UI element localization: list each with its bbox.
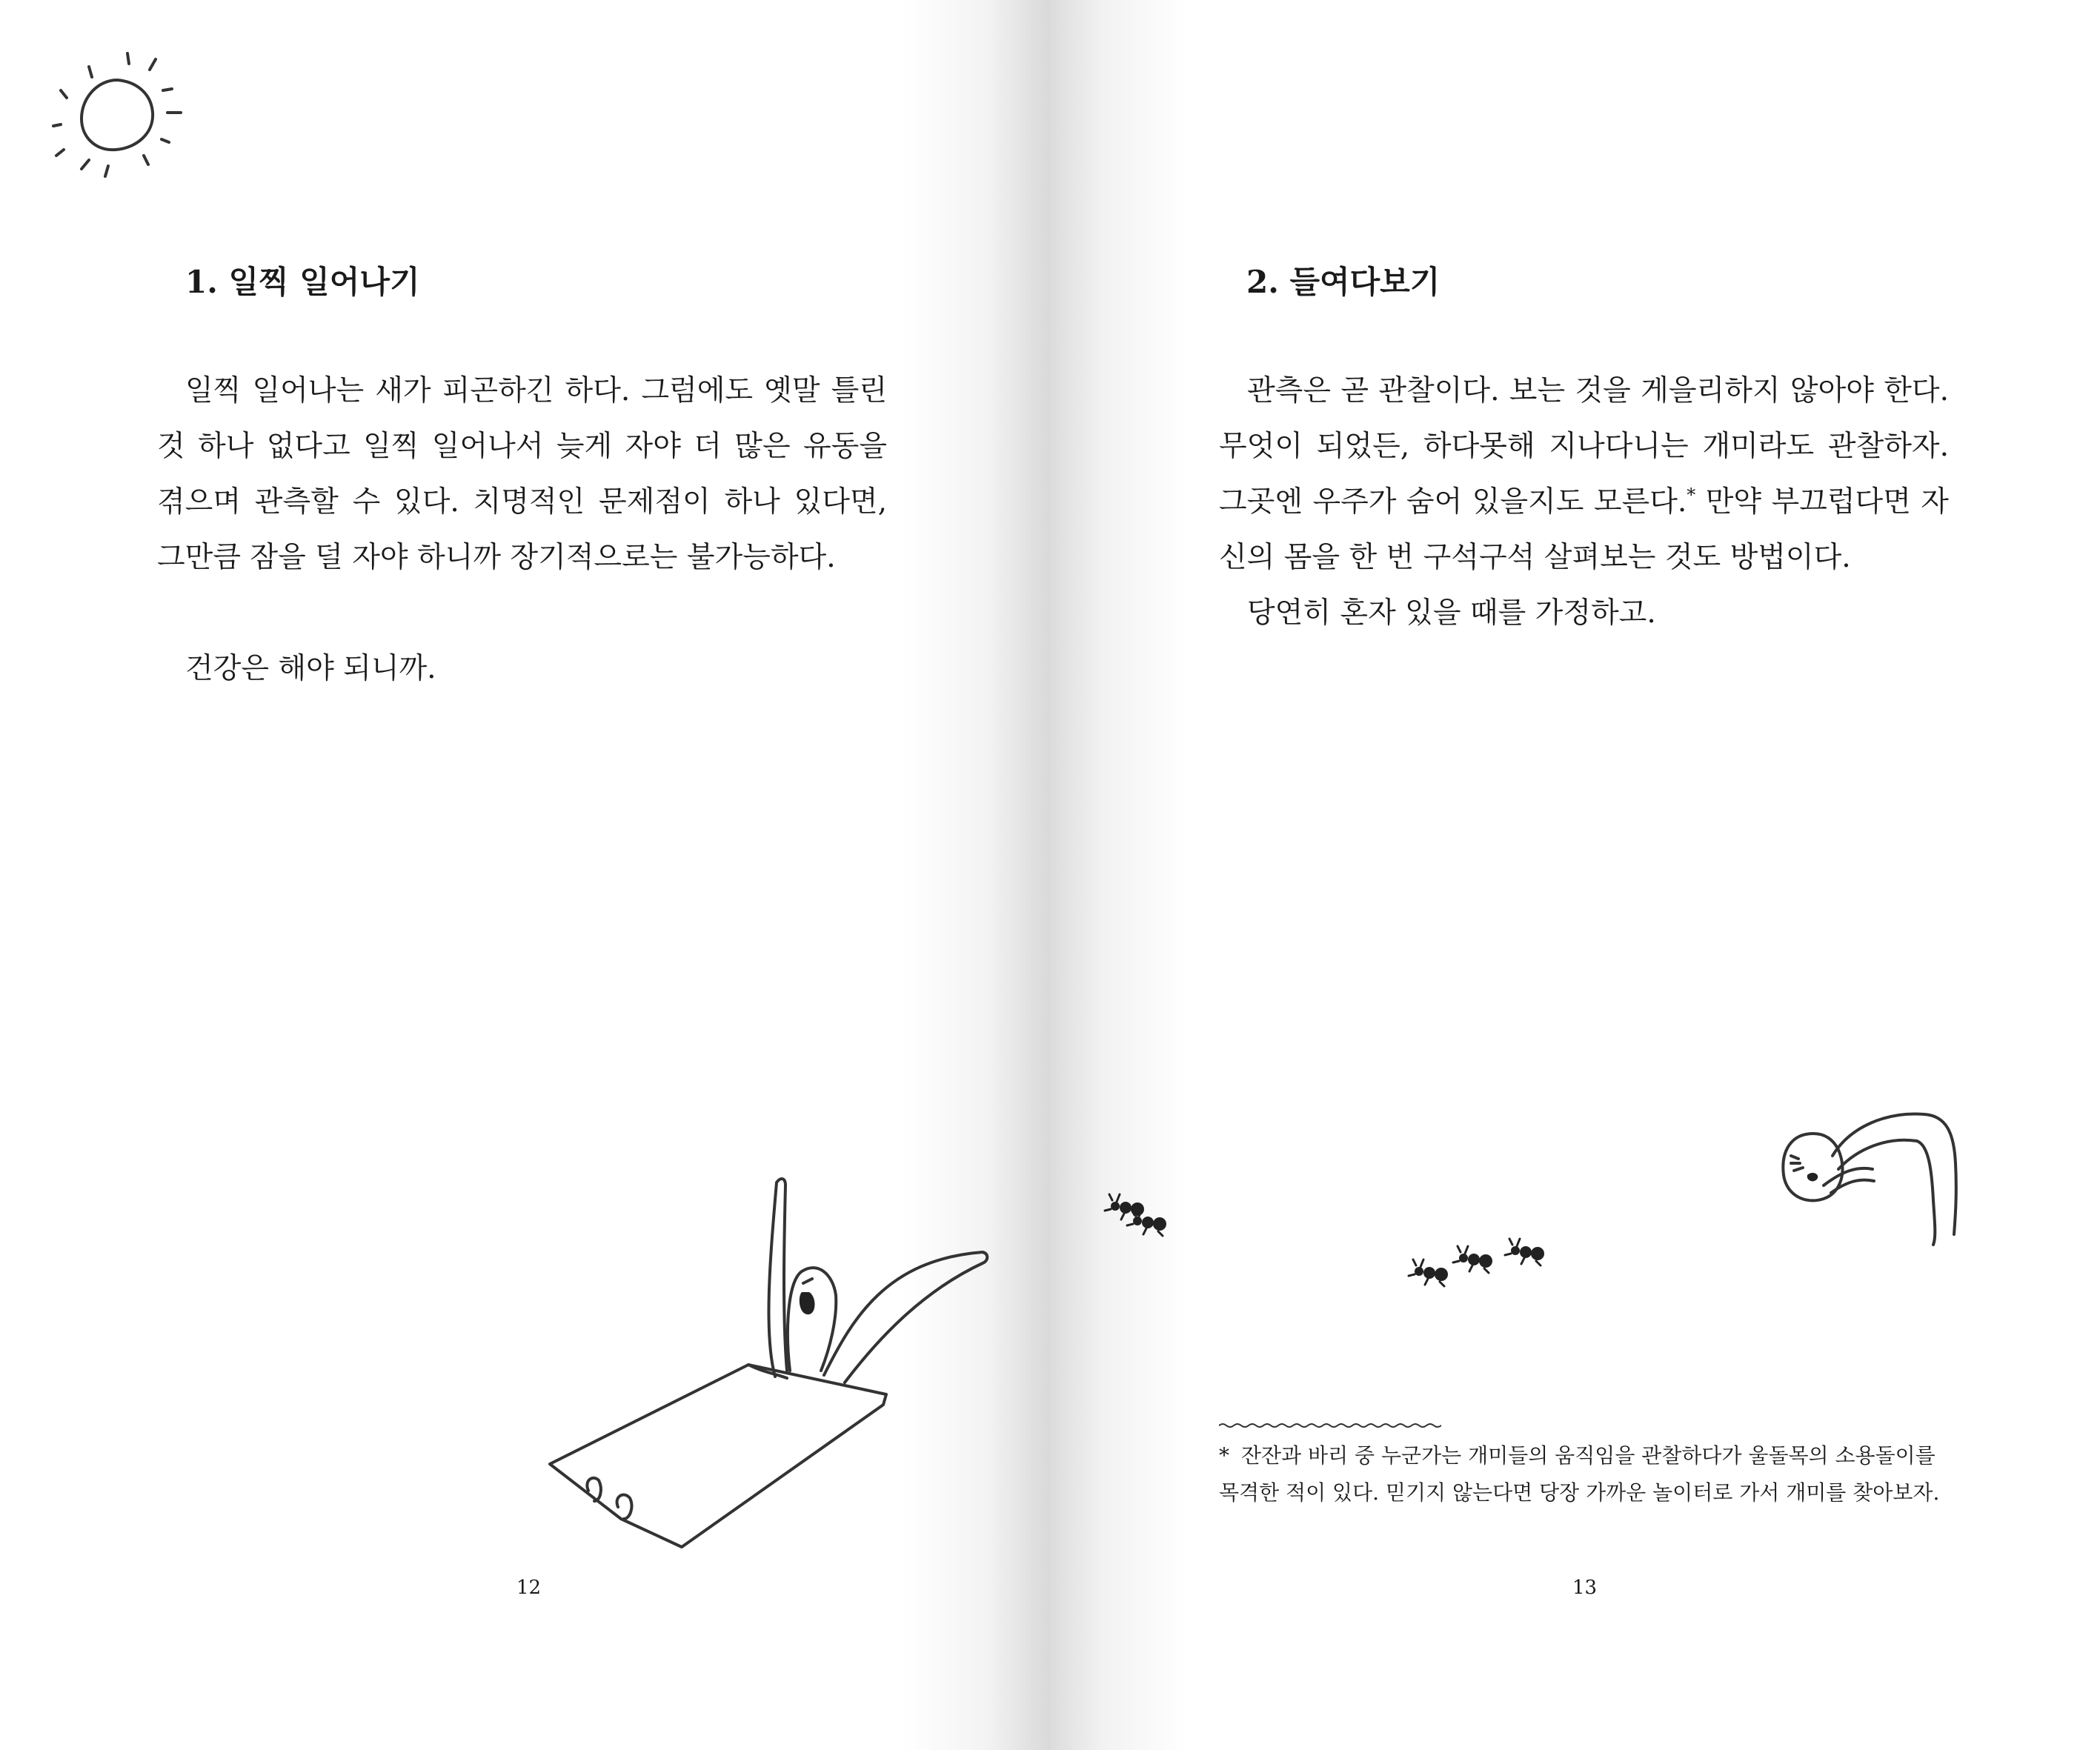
- sun-drawing: [44, 44, 193, 193]
- figure-under-blanket-drawing: [541, 1171, 1000, 1556]
- paragraph: 건강은 해야 되니까.: [185, 652, 436, 685]
- section-heading: 2. 들여다보기: [1246, 264, 1441, 300]
- section-heading: 1. 일찍 일어나기: [185, 264, 420, 300]
- paragraph-text: 관측은 곧 관찰이다. 보는 것을 게을리하지 않아야 한다. 무엇이 되었든, 하다못해 지나다니는 개미라도 관찰하자. 그곳엔 우주가 숨어 있을지도 모른다.: [1219, 374, 1949, 519]
- ants-drawing: [1109, 1200, 1539, 1452]
- paragraph: 당연히 혼자 있을 때를 가정하고.: [1247, 596, 1656, 630]
- right-page: [1050, 0, 2100, 1750]
- page-number: 13: [1572, 1577, 1598, 1599]
- body-text: [157, 363, 887, 696]
- paragraph-text: 만약 부끄럽다면 자신의 몸을 한 번 구석구석 살펴보는 것도 방법이다.: [1219, 485, 1949, 574]
- paragraph: [1219, 363, 1949, 585]
- page-number: 12: [516, 1577, 542, 1599]
- footnote-reference[interactable]: *: [1687, 485, 1696, 505]
- footnote-text: 잔잔과 바리 중 누군가는 개미들의 움직임을 관찰하다가 울돌목의 소용돌이를 목격한 적이 있다. 믿기지 않는다면 당장 가까운 놀이터로 가서 개미를 찾아보자.: [1219, 1443, 1940, 1505]
- footnote: [1219, 1437, 1960, 1511]
- paragraph: 일찍 일어나는 새가 피곤하긴 하다. 그럼에도 옛말 틀린 것 하나 없다고 일찍 일어나서 늦게 자야 더 많은 유동을 겪으며 관측할 수 있다. 치명적인 문제점이 하나 있다면, 그만큼 잠을 덜 자야 하니까 장기적으로는 불가능하다.: [157, 374, 887, 574]
- bending-figure-drawing: [1761, 1104, 1991, 1267]
- body-text: [1219, 363, 1949, 641]
- footnote-separator: [1219, 1421, 1441, 1430]
- footnote-marker: *: [1219, 1443, 1229, 1468]
